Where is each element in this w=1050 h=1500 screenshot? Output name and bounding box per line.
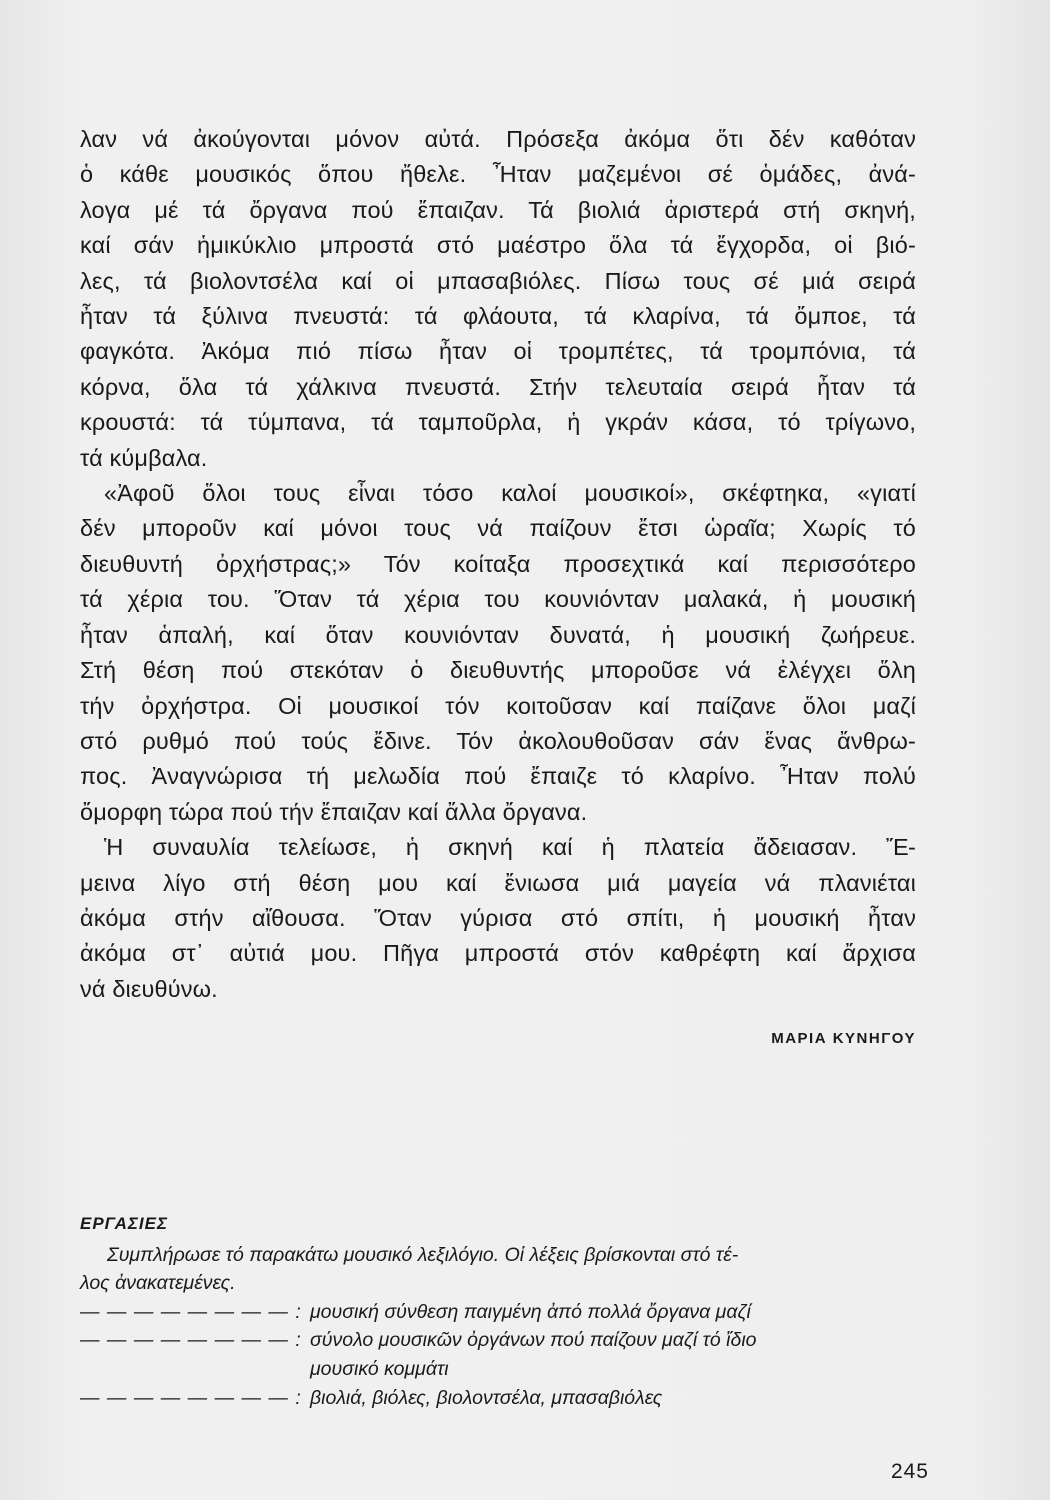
- text-line: στό ρυθμό πού τούς ἔδινε. Τόν ἀκολουθοῦσαν σάν ἕνας ἄνθρω-: [80, 727, 916, 754]
- exercises-instruction: [80, 1241, 920, 1298]
- text-line: τά κύμβαλα.: [80, 444, 208, 471]
- author-name: ΜΑΡΙΑ ΚΥΝΗΓΟΥ: [771, 1030, 916, 1047]
- text-line: διευθυντή ὀρχήστρας;» Τόν κοίταξα προσεχτικά καί περισσότερο: [80, 550, 916, 577]
- text-line: κρουστά: τά τύμπανα, τά ταμποῦρλα, ἡ γκράν κάσα, τό τρίγωνο,: [80, 409, 916, 436]
- vocab-definition: [310, 1326, 920, 1383]
- fill-in-blank[interactable]: — — — — — — — — :: [80, 1329, 302, 1352]
- exercises-section: [80, 1210, 920, 1412]
- text-line: ἦταν τά ξύλινα πνευστά: τά φλάουτα, τά κλαρίνα, τά ὄμποε, τά: [80, 303, 916, 330]
- text-line: ὄμορφη τώρα πού τήν ἔπαιζαν καί ἄλλα ὄργανα.: [80, 798, 588, 825]
- exercises-title: ΕΡΓΑΣΙΕΣ: [80, 1214, 168, 1233]
- vocab-item: [80, 1384, 920, 1413]
- story-text: [80, 122, 916, 1007]
- text-line: δέν μποροῦν καί μόνοι τους νά παίζουν ἔτσι ὡραῖα; Χωρίς τό: [80, 515, 916, 542]
- paragraph-3: [80, 830, 916, 1007]
- text-line: νά διευθύνω.: [80, 975, 218, 1002]
- text-line: κόρνα, ὅλα τά χάλκινα πνευστά. Στήν τελευταία σειρά ἦταν τά: [80, 373, 916, 400]
- fill-in-blank[interactable]: — — — — — — — — :: [80, 1386, 302, 1409]
- text-line: ἀκόμα στήν αἴθουσα. Ὅταν γύρισα στό σπίτι, ἡ μουσική ἦταν: [80, 904, 916, 931]
- text-line: Ἡ συναυλία τελείωσε, ἡ σκηνή καί ἡ πλατεία ἄδειασαν. Ἔ-: [104, 834, 916, 861]
- text-line: λαν νά ἀκούγονται μόνον αὐτά. Πρόσεξα ἀκόμα ὅτι δέν καθόταν: [80, 126, 916, 152]
- definition-line: μουσικό κομμάτι: [310, 1357, 449, 1380]
- instruction-line: λος ἀνακατεμένες.: [80, 1272, 236, 1295]
- text-line: ἀκόμα στ᾿ αὐτιά μου. Πῆγα μπροστά στόν καθρέφτη καί ἄρχισα: [80, 940, 916, 967]
- text-line: φαγκότα. Ἀκόμα πιό πίσω ἦταν οἱ τρομπέτες, τά τρομπόνια, τά: [80, 338, 916, 365]
- vocab-definition: βιολιά, βιόλες, βιολοντσέλα, μπασαβιόλες: [310, 1386, 663, 1409]
- text-line: τήν ὀρχήστρα. Οἱ μουσικοί τόν κοιτοῦσαν καί παίζανε ὅλοι μαζί: [80, 692, 916, 719]
- text-line: «Ἀφοῦ ὅλοι τους εἶναι τόσο καλοί μουσικοί», σκέφτηκα, «γιατί: [104, 480, 916, 507]
- paragraph-2: [80, 476, 916, 830]
- page-number: 245: [890, 1460, 929, 1483]
- paragraph-1: [80, 122, 916, 476]
- text-line: καί σάν ἡμικύκλιο μπροστά στό μαέστρο ὅλα τά ἔγχορδα, οἱ βιό-: [80, 232, 916, 259]
- vocab-item: [80, 1326, 920, 1383]
- fill-in-blank[interactable]: — — — — — — — — :: [80, 1300, 302, 1323]
- text-line: λογα μέ τά ὄργανα πού ἔπαιζαν. Τά βιολιά ἀριστερά στή σκηνή,: [80, 196, 916, 223]
- vocab-definition: μουσική σύνθεση παιγμένη ἀπό πολλά ὄργανα μαζί: [310, 1300, 751, 1323]
- vocab-item: [80, 1298, 920, 1327]
- text-line: τά χέρια του. Ὅταν τά χέρια του κουνιόνταν μαλακά, ἡ μουσική: [80, 586, 916, 613]
- definition-line: σύνολο μουσικῶν ὀργάνων πού παίζουν μαζί τό ἴδιο: [310, 1329, 757, 1352]
- text-line: ἦταν ἁπαλή, καί ὅταν κουνιόνταν δυνατά, ἡ μουσική ζωήρευε.: [80, 621, 916, 648]
- text-line: λες, τά βιολοντσέλα καί οἱ μπασαβιόλες. Πίσω τους σέ μιά σειρά: [80, 267, 916, 294]
- text-line: πος. Ἀναγνώρισα τή μελωδία πού ἔπαιζε τό κλαρίνο. Ἦταν πολύ: [80, 763, 916, 790]
- text-line: ὁ κάθε μουσικός ὅπου ἤθελε. Ἦταν μαζεμένοι σέ ὁμάδες, ἀνά-: [80, 161, 916, 188]
- text-line: Στή θέση πού στεκόταν ὁ διευθυντής μποροῦσε νά ἐλέγχει ὅλη: [80, 657, 916, 684]
- instruction-line: Συμπλήρωσε τό παρακάτω μουσικό λεξιλόγιο. Οἱ λέξεις βρίσκονται στό τέ-: [107, 1243, 739, 1266]
- text-line: μεινα λίγο στή θέση μου καί ἔνιωσα μιά μαγεία νά πλανιέται: [80, 869, 916, 896]
